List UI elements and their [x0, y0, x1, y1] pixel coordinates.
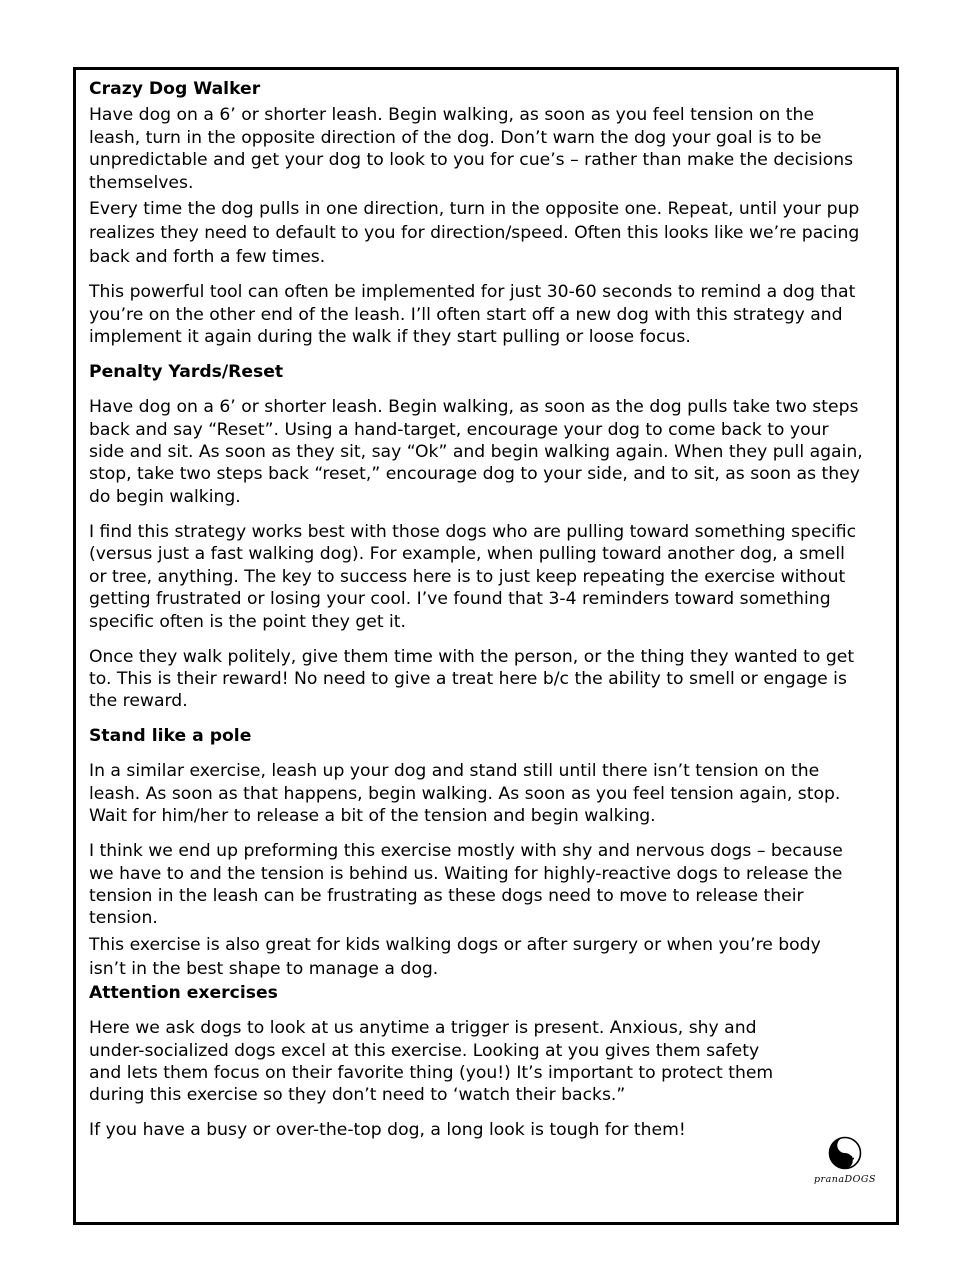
paragraph-line: realizes they need to default to you for direction/speed. Often this looks like we’re pacing [89, 223, 860, 244]
paragraph-line: In a similar exercise, leash up your dog and stand still until there isn’t tension on the [89, 761, 820, 782]
paragraph-line: to. This is their reward! No need to give a treat here b/c the ability to smell or engage is [89, 668, 847, 689]
paragraph-line: Wait for him/her to release a bit of the tension and begin walking. [89, 806, 656, 827]
section-heading-stand-like-a-pole: Stand like a pole [89, 726, 252, 747]
paragraph-line: Have dog on a 6’ or shorter leash. Begin walking, as soon as you feel tension on the [89, 105, 815, 126]
paragraph-line: Once they walk politely, give them time with the person, or the thing they wanted to get [89, 646, 855, 667]
paragraph-line: unpredictable and get your dog to look to you for cue’s – rather than make the decisions [89, 150, 854, 171]
paragraph-line: This powerful tool can often be implemented for just 30-60 seconds to remind a dog that [89, 282, 856, 303]
section-heading-attention-exercises: Attention exercises [89, 983, 278, 1004]
paragraph-line: leash. As soon as that happens, begin walking. As soon as you feel tension again, stop. [89, 783, 841, 804]
paragraph-line: or tree, anything. The key to success here is to just keep repeating the exercise without [89, 566, 846, 587]
paragraph-line: and lets them focus on their favorite thing (you!) It’s important to protect them [89, 1062, 774, 1083]
paragraph-line: under-socialized dogs excel at this exercise. Looking at you gives them safety [89, 1040, 760, 1061]
section-heading-crazy-dog-walker: Crazy Dog Walker [89, 79, 261, 99]
paragraph-line: side and sit. As soon as they sit, say “Ok” and begin walking again. When they pull again, [89, 442, 863, 463]
paragraph-line: tension in the leash can be frustrating as these dogs need to move to release their [89, 885, 804, 906]
paragraph-line: back and forth a few times. [89, 247, 326, 268]
paragraph-line: If you have a busy or over-the-top dog, a long look is tough for them! [89, 1120, 686, 1141]
paragraph-line: back and say “Reset”. Using a hand-target, encourage your dog to come back to your [89, 419, 829, 440]
paragraph-line: Every time the dog pulls in one direction, turn in the opposite one. Repeat, until your pup [89, 199, 860, 220]
paragraph-line: (versus just a fast walking dog). For example, when pulling toward another dog, a smell [89, 544, 845, 565]
pranadogs-logo [810, 1136, 880, 1188]
logo-text: pranaDOGS [813, 1174, 877, 1185]
paragraph-line: This exercise is also great for kids walking dogs or after surgery or when you’re body [89, 934, 821, 955]
paragraph-line: do begin walking. [89, 486, 241, 507]
paragraph-line: themselves. [89, 172, 194, 193]
paragraph-line: we have to and the tension is behind us. Waiting for highly-reactive dogs to release the [89, 863, 843, 884]
paragraph-line: tension. [89, 908, 158, 929]
paragraph-line: stop, take two steps back “reset,” encourage dog to your side, and to sit, as soon as they [89, 464, 860, 485]
paragraph-line: you’re on the other end of the leash. I’ll often start off a new dog with this strategy and [89, 304, 843, 325]
paragraph-line: isn’t in the best shape to manage a dog. [89, 959, 439, 980]
paragraph-line: Have dog on a 6’ or shorter leash. Begin walking, as soon as the dog pulls take two steps [89, 397, 859, 418]
section-heading-penalty-yards: Penalty Yards/Reset [89, 362, 284, 383]
paragraph-line: I think we end up preforming this exercise mostly with shy and nervous dogs – because [89, 841, 843, 862]
paragraph-line: the reward. [89, 691, 188, 712]
paragraph-line: getting frustrated or losing your cool. I’ve found that 3-4 reminders toward something [89, 589, 831, 610]
document-frame [73, 67, 899, 1225]
paragraph-line: specific often is the point they get it. [89, 611, 407, 632]
paragraph-line: leash, turn in the opposite direction of the dog. Don’t warn the dog your goal is to be [89, 127, 822, 148]
paragraph-line: I find this strategy works best with those dogs who are pulling toward something specific [89, 521, 857, 542]
paragraph-line: implement it again during the walk if they start pulling or loose focus. [89, 327, 691, 348]
yin-yang-paw-icon [828, 1136, 862, 1170]
paragraph-line: Here we ask dogs to look at us anytime a trigger is present. Anxious, shy and [89, 1018, 757, 1039]
document-content [89, 78, 897, 1142]
paragraph-line: during this exercise so they don’t need to ‘watch their backs.” [89, 1085, 626, 1106]
